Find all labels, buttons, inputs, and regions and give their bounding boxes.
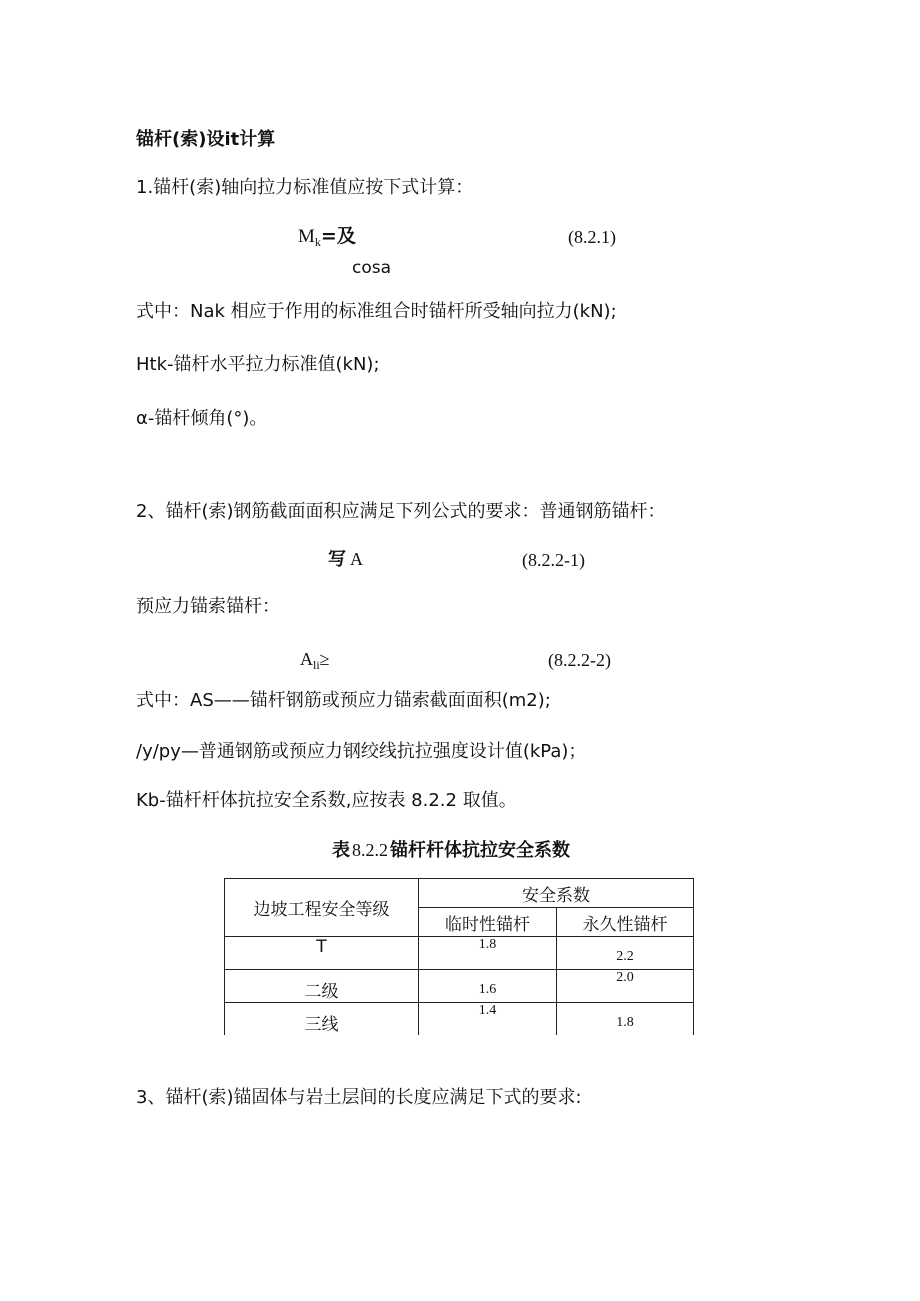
item-3-text: 3、锚杆(索)锚固体与岩土层间的长度应满足下式的要求: [136, 1087, 582, 1108]
safety-factor-table [224, 878, 694, 1035]
equation-8-2-2-2 [300, 647, 330, 677]
row-permanent-value: 2.2 [557, 937, 694, 970]
definition-fy: /y/py—普通钢筋或预应力钢绞线抗拉强度设计值(kPa)； [136, 741, 587, 762]
eq3-lhs-base: A [300, 649, 313, 669]
eq3-rhs: ≥ [319, 649, 330, 669]
table-row [225, 937, 694, 970]
row-temporary-value: 1.6 [419, 970, 557, 1003]
row-temporary-value: 1.4 [419, 1003, 557, 1036]
eq1-rhs: =及 [320, 225, 356, 247]
equation-number-8-2-2-1: (8.2.2-1) [522, 550, 585, 570]
row-grade: 三线 [225, 1003, 419, 1036]
table-caption-text: 锚杆杆体抗拉安全系数 [390, 840, 570, 861]
row-permanent-value: 2.0 [557, 970, 694, 1003]
row-grade: 二级 [225, 970, 419, 1003]
header-permanent: 永久性锚杆 [557, 908, 694, 937]
eq1-denominator: cosa [352, 258, 392, 278]
eq2-lhs: 写 [328, 549, 346, 570]
eq3-lhs-sub: li [313, 658, 320, 672]
equation-8-2-1 [298, 224, 356, 254]
header-grade: 边坡工程安全等级 [225, 879, 419, 937]
row-grade: T [225, 937, 419, 970]
definition-kb: Kb-锚杆杆体抗拉安全系数,应按表 8.2.2 取值。 [136, 790, 517, 811]
table-row [225, 970, 694, 1003]
definition-alpha: α-锚杆倾角(°)。 [136, 408, 268, 429]
item-1-text: 1.锚杆(索)轴向拉力标准值应按下式计算： [136, 177, 474, 198]
definition-as: 式中：AS——锚杆钢筋或预应力锚索截面面积(m2); [136, 690, 551, 711]
eq2-rhs: A [350, 549, 363, 569]
definition-htk: Htk-锚杆水平拉力标准值(kN); [136, 354, 380, 375]
row-permanent-value: 1.8 [557, 1003, 694, 1036]
table-caption-number: 8.2.2 [352, 840, 388, 860]
header-safety-factor: 安全系数 [419, 879, 694, 908]
row-temporary-value: 1.8 [419, 937, 557, 970]
equation-number-8-2-1: (8.2.1) [568, 227, 616, 247]
definition-nak: 式中：Nak 相应于作用的标准组合时锚杆所受轴向拉力(kN); [136, 301, 617, 322]
section-heading: 锚杆(索)设it计算 [136, 129, 276, 150]
table-row [225, 1003, 694, 1036]
equation-number-8-2-2-2: (8.2.2-2) [548, 650, 611, 670]
table-caption [332, 838, 570, 863]
table-caption-prefix: 表 [332, 840, 350, 861]
eq1-lhs-sub: k [314, 235, 321, 249]
eq1-lhs-base: M [298, 226, 315, 247]
equation-8-2-2-1 [328, 547, 363, 572]
item-2-text: 2、锚杆(索)钢筋截面面积应满足下列公式的要求：普通钢筋锚杆： [136, 501, 666, 522]
header-temporary: 临时性锚杆 [419, 908, 557, 937]
prestress-anchor-label: 预应力锚索锚杆： [136, 596, 280, 617]
